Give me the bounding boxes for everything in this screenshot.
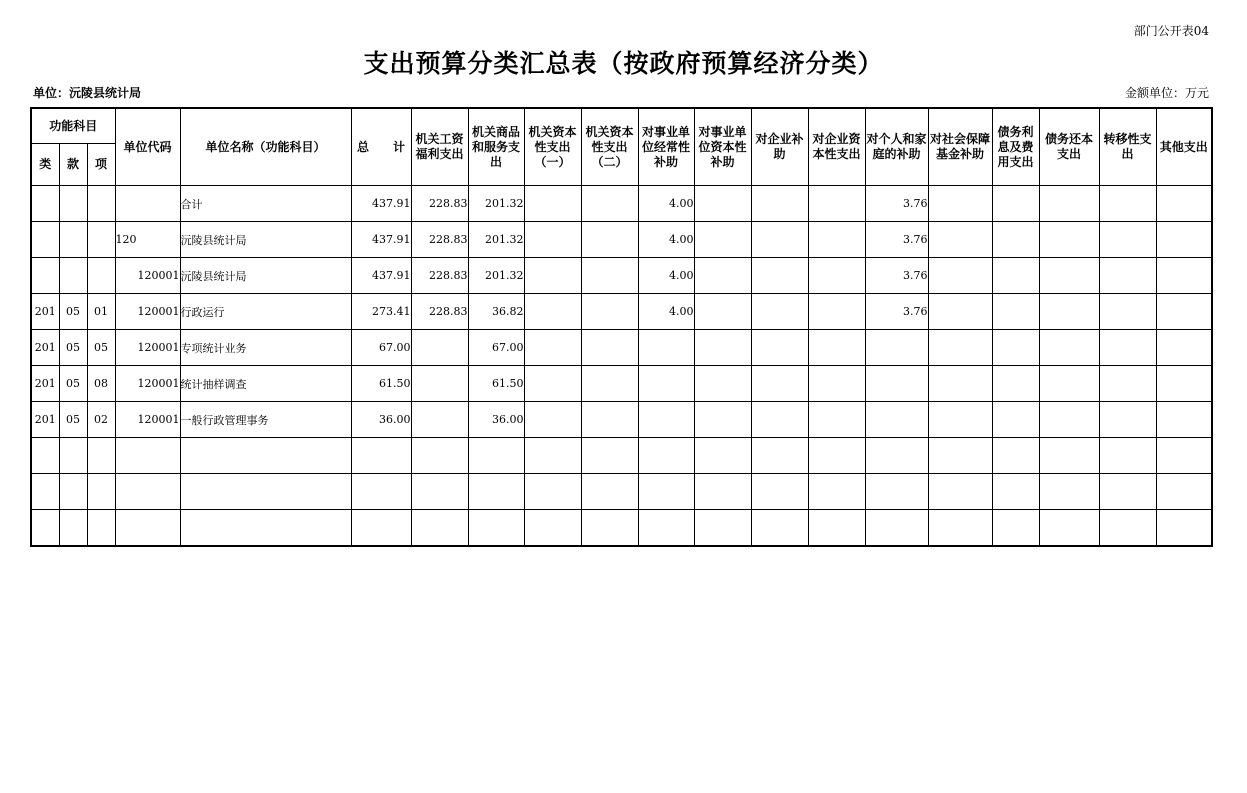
cell-xiang: 05 bbox=[87, 330, 115, 366]
cell-lei bbox=[31, 258, 59, 294]
cell-c8 bbox=[808, 222, 865, 258]
cell-c2: 201.32 bbox=[468, 186, 524, 222]
cell-c2 bbox=[468, 438, 524, 474]
cell-c4 bbox=[581, 330, 638, 366]
cell-c3 bbox=[524, 402, 581, 438]
cell-c12 bbox=[1039, 330, 1099, 366]
cell-c6 bbox=[694, 222, 751, 258]
cell-c14 bbox=[1156, 186, 1212, 222]
cell-c5 bbox=[638, 366, 694, 402]
cell-c13 bbox=[1099, 438, 1156, 474]
header-c9: 对个人和家庭的补助 bbox=[865, 108, 928, 186]
cell-total bbox=[351, 474, 411, 510]
cell-c1 bbox=[411, 366, 468, 402]
cell-c1: 228.83 bbox=[411, 186, 468, 222]
cell-c13 bbox=[1099, 294, 1156, 330]
cell-xiang: 01 bbox=[87, 294, 115, 330]
cell-c12 bbox=[1039, 222, 1099, 258]
header-kuan: 款 bbox=[59, 144, 87, 186]
cell-c11 bbox=[992, 474, 1039, 510]
cell-c9 bbox=[865, 330, 928, 366]
cell-c13 bbox=[1099, 222, 1156, 258]
cell-name bbox=[180, 510, 351, 547]
cell-c12 bbox=[1039, 438, 1099, 474]
cell-c1: 228.83 bbox=[411, 294, 468, 330]
cell-code bbox=[115, 438, 180, 474]
cell-c12 bbox=[1039, 186, 1099, 222]
cell-c8 bbox=[808, 366, 865, 402]
cell-total: 67.00 bbox=[351, 330, 411, 366]
cell-c3 bbox=[524, 222, 581, 258]
amount-unit: 万元 bbox=[1184, 86, 1209, 100]
cell-c5 bbox=[638, 510, 694, 547]
cell-c3 bbox=[524, 330, 581, 366]
cell-c12 bbox=[1039, 294, 1099, 330]
unit-name: 沅陵县统计局 bbox=[69, 86, 142, 100]
cell-c10 bbox=[928, 222, 992, 258]
cell-lei bbox=[31, 186, 59, 222]
cell-c5: 4.00 bbox=[638, 294, 694, 330]
cell-c3 bbox=[524, 258, 581, 294]
cell-c2: 36.82 bbox=[468, 294, 524, 330]
cell-c14 bbox=[1156, 330, 1212, 366]
cell-kuan bbox=[59, 258, 87, 294]
cell-lei bbox=[31, 474, 59, 510]
cell-c7 bbox=[751, 186, 808, 222]
cell-c11 bbox=[992, 258, 1039, 294]
cell-total bbox=[351, 438, 411, 474]
cell-c2 bbox=[468, 474, 524, 510]
cell-c2: 36.00 bbox=[468, 402, 524, 438]
cell-c6 bbox=[694, 330, 751, 366]
cell-c6 bbox=[694, 366, 751, 402]
cell-code: 120001 bbox=[115, 402, 180, 438]
cell-code bbox=[115, 186, 180, 222]
cell-c3 bbox=[524, 510, 581, 547]
cell-c4 bbox=[581, 294, 638, 330]
cell-c5 bbox=[638, 474, 694, 510]
cell-c10 bbox=[928, 294, 992, 330]
cell-c11 bbox=[992, 438, 1039, 474]
cell-code: 120001 bbox=[115, 366, 180, 402]
cell-c13 bbox=[1099, 330, 1156, 366]
header-c11: 债务利息及费用支出 bbox=[992, 108, 1039, 186]
header-c12: 债务还本支出 bbox=[1039, 108, 1099, 186]
cell-c9 bbox=[865, 510, 928, 547]
cell-c8 bbox=[808, 294, 865, 330]
cell-c5 bbox=[638, 438, 694, 474]
cell-c13 bbox=[1099, 474, 1156, 510]
cell-c4 bbox=[581, 366, 638, 402]
cell-c4 bbox=[581, 474, 638, 510]
cell-c9 bbox=[865, 366, 928, 402]
cell-c6 bbox=[694, 294, 751, 330]
cell-c5: 4.00 bbox=[638, 258, 694, 294]
cell-c6 bbox=[694, 186, 751, 222]
cell-c13 bbox=[1099, 366, 1156, 402]
cell-kuan: 05 bbox=[59, 402, 87, 438]
cell-c2: 201.32 bbox=[468, 222, 524, 258]
cell-c7 bbox=[751, 294, 808, 330]
header-c5: 对事业单位经常性补助 bbox=[638, 108, 694, 186]
cell-c4 bbox=[581, 438, 638, 474]
table-row-blank bbox=[31, 474, 1212, 510]
cell-name: 沅陵县统计局 bbox=[180, 258, 351, 294]
cell-c7 bbox=[751, 258, 808, 294]
cell-c2: 61.50 bbox=[468, 366, 524, 402]
cell-c1 bbox=[411, 402, 468, 438]
cell-code bbox=[115, 510, 180, 547]
cell-c5: 4.00 bbox=[638, 186, 694, 222]
cell-lei: 201 bbox=[31, 330, 59, 366]
cell-c3 bbox=[524, 474, 581, 510]
cell-c11 bbox=[992, 186, 1039, 222]
cell-c4 bbox=[581, 510, 638, 547]
cell-c11 bbox=[992, 222, 1039, 258]
header-unit-name: 单位名称（功能科目） bbox=[180, 108, 351, 186]
cell-xiang bbox=[87, 438, 115, 474]
cell-c3 bbox=[524, 186, 581, 222]
header-lei: 类 bbox=[31, 144, 59, 186]
amount-unit-label: 金额单位： bbox=[1124, 86, 1185, 100]
cell-c9 bbox=[865, 474, 928, 510]
cell-xiang bbox=[87, 186, 115, 222]
header-unit-code: 单位代码 bbox=[115, 108, 180, 186]
header-c6: 对事业单位资本性补助 bbox=[694, 108, 751, 186]
cell-name: 统计抽样调查 bbox=[180, 366, 351, 402]
table-row bbox=[31, 258, 1212, 294]
cell-c8 bbox=[808, 402, 865, 438]
cell-kuan: 05 bbox=[59, 366, 87, 402]
cell-c12 bbox=[1039, 474, 1099, 510]
cell-c13 bbox=[1099, 510, 1156, 547]
cell-c14 bbox=[1156, 366, 1212, 402]
cell-c11 bbox=[992, 510, 1039, 547]
cell-c12 bbox=[1039, 402, 1099, 438]
cell-c1 bbox=[411, 474, 468, 510]
cell-xiang bbox=[87, 474, 115, 510]
header-func-subject: 功能科目 bbox=[31, 108, 115, 144]
cell-total: 36.00 bbox=[351, 402, 411, 438]
cell-c6 bbox=[694, 438, 751, 474]
cell-c10 bbox=[928, 474, 992, 510]
cell-c6 bbox=[694, 510, 751, 547]
cell-code: 120001 bbox=[115, 330, 180, 366]
cell-c10 bbox=[928, 402, 992, 438]
cell-name bbox=[180, 438, 351, 474]
cell-lei bbox=[31, 510, 59, 547]
cell-c10 bbox=[928, 258, 992, 294]
cell-c4 bbox=[581, 186, 638, 222]
cell-code: 120001 bbox=[115, 258, 180, 294]
cell-c2 bbox=[468, 510, 524, 547]
cell-c8 bbox=[808, 330, 865, 366]
cell-c9 bbox=[865, 438, 928, 474]
cell-c11 bbox=[992, 402, 1039, 438]
header-c4: 机关资本性支出（二） bbox=[581, 108, 638, 186]
table-row-blank bbox=[31, 438, 1212, 474]
cell-c13 bbox=[1099, 186, 1156, 222]
cell-c11 bbox=[992, 294, 1039, 330]
cell-kuan bbox=[59, 474, 87, 510]
cell-c7 bbox=[751, 402, 808, 438]
cell-c6 bbox=[694, 402, 751, 438]
cell-lei bbox=[31, 222, 59, 258]
header-xiang: 项 bbox=[87, 144, 115, 186]
cell-xiang: 02 bbox=[87, 402, 115, 438]
cell-lei: 201 bbox=[31, 294, 59, 330]
cell-c1 bbox=[411, 438, 468, 474]
header-c8: 对企业资本性支出 bbox=[808, 108, 865, 186]
cell-c1 bbox=[411, 330, 468, 366]
cell-c10 bbox=[928, 438, 992, 474]
cell-c9: 3.76 bbox=[865, 258, 928, 294]
cell-lei: 201 bbox=[31, 402, 59, 438]
unit-line bbox=[33, 84, 141, 101]
page-title: 支出预算分类汇总表（按政府预算经济分类） bbox=[363, 49, 884, 78]
cell-c10 bbox=[928, 186, 992, 222]
header-c10: 对社会保障基金补助 bbox=[928, 108, 992, 186]
cell-c4 bbox=[581, 402, 638, 438]
cell-c14 bbox=[1156, 258, 1212, 294]
cell-c7 bbox=[751, 330, 808, 366]
table-body bbox=[31, 186, 1212, 547]
cell-total bbox=[351, 510, 411, 547]
cell-c10 bbox=[928, 510, 992, 547]
cell-c11 bbox=[992, 366, 1039, 402]
header-c7: 对企业补助 bbox=[751, 108, 808, 186]
cell-xiang: 08 bbox=[87, 366, 115, 402]
cell-c14 bbox=[1156, 294, 1212, 330]
header-c1: 机关工资福利支出 bbox=[411, 108, 468, 186]
cell-c8 bbox=[808, 186, 865, 222]
cell-name: 沅陵县统计局 bbox=[180, 222, 351, 258]
cell-lei bbox=[31, 438, 59, 474]
cell-xiang bbox=[87, 258, 115, 294]
cell-xiang bbox=[87, 222, 115, 258]
cell-c9: 3.76 bbox=[865, 294, 928, 330]
cell-kuan bbox=[59, 510, 87, 547]
cell-code bbox=[115, 474, 180, 510]
table-row bbox=[31, 186, 1212, 222]
cell-total: 61.50 bbox=[351, 366, 411, 402]
cell-c8 bbox=[808, 474, 865, 510]
cell-total: 437.91 bbox=[351, 186, 411, 222]
amount-unit-line bbox=[1125, 84, 1209, 101]
table-row bbox=[31, 366, 1212, 402]
cell-c14 bbox=[1156, 222, 1212, 258]
cell-c11 bbox=[992, 330, 1039, 366]
cell-c12 bbox=[1039, 258, 1099, 294]
cell-c5 bbox=[638, 330, 694, 366]
cell-kuan: 05 bbox=[59, 294, 87, 330]
cell-c8 bbox=[808, 510, 865, 547]
cell-c13 bbox=[1099, 258, 1156, 294]
cell-c10 bbox=[928, 366, 992, 402]
budget-table bbox=[30, 107, 1213, 547]
cell-name bbox=[180, 474, 351, 510]
cell-total: 437.91 bbox=[351, 222, 411, 258]
cell-c9 bbox=[865, 402, 928, 438]
cell-c7 bbox=[751, 438, 808, 474]
cell-c2: 201.32 bbox=[468, 258, 524, 294]
table-row bbox=[31, 330, 1212, 366]
cell-c6 bbox=[694, 474, 751, 510]
cell-c13 bbox=[1099, 402, 1156, 438]
cell-total: 437.91 bbox=[351, 258, 411, 294]
cell-code: 120 bbox=[115, 222, 180, 258]
cell-total: 273.41 bbox=[351, 294, 411, 330]
cell-kuan bbox=[59, 222, 87, 258]
header-c3: 机关资本性支出（一） bbox=[524, 108, 581, 186]
header-total: 总 计 bbox=[351, 108, 411, 186]
cell-c7 bbox=[751, 474, 808, 510]
cell-name: 一般行政管理事务 bbox=[180, 402, 351, 438]
header-c13: 转移性支出 bbox=[1099, 108, 1156, 186]
cell-c1: 228.83 bbox=[411, 222, 468, 258]
cell-c3 bbox=[524, 366, 581, 402]
cell-c4 bbox=[581, 258, 638, 294]
header-c2: 机关商品和服务支出 bbox=[468, 108, 524, 186]
cell-name: 合计 bbox=[180, 186, 351, 222]
cell-c6 bbox=[694, 258, 751, 294]
cell-c14 bbox=[1156, 474, 1212, 510]
cell-c5 bbox=[638, 402, 694, 438]
unit-label: 单位： bbox=[33, 86, 70, 100]
table-row-blank bbox=[31, 510, 1212, 547]
cell-kuan: 05 bbox=[59, 330, 87, 366]
cell-c3 bbox=[524, 438, 581, 474]
cell-c14 bbox=[1156, 402, 1212, 438]
cell-c5: 4.00 bbox=[638, 222, 694, 258]
cell-c9: 3.76 bbox=[865, 186, 928, 222]
cell-c14 bbox=[1156, 438, 1212, 474]
cell-c12 bbox=[1039, 366, 1099, 402]
cell-c7 bbox=[751, 222, 808, 258]
cell-lei: 201 bbox=[31, 366, 59, 402]
cell-kuan bbox=[59, 186, 87, 222]
cell-c7 bbox=[751, 366, 808, 402]
table-row bbox=[31, 222, 1212, 258]
cell-kuan bbox=[59, 438, 87, 474]
form-number: 部门公开表04 bbox=[1133, 24, 1209, 38]
cell-c12 bbox=[1039, 510, 1099, 547]
cell-c8 bbox=[808, 438, 865, 474]
cell-name: 专项统计业务 bbox=[180, 330, 351, 366]
table-row bbox=[31, 402, 1212, 438]
cell-c9: 3.76 bbox=[865, 222, 928, 258]
cell-xiang bbox=[87, 510, 115, 547]
cell-c14 bbox=[1156, 510, 1212, 547]
cell-name: 行政运行 bbox=[180, 294, 351, 330]
cell-c4 bbox=[581, 222, 638, 258]
cell-c1: 228.83 bbox=[411, 258, 468, 294]
cell-c2: 67.00 bbox=[468, 330, 524, 366]
cell-c3 bbox=[524, 294, 581, 330]
cell-c8 bbox=[808, 258, 865, 294]
header-c14: 其他支出 bbox=[1156, 108, 1212, 186]
cell-c10 bbox=[928, 330, 992, 366]
cell-code: 120001 bbox=[115, 294, 180, 330]
cell-c1 bbox=[411, 510, 468, 547]
table-row bbox=[31, 294, 1212, 330]
cell-c7 bbox=[751, 510, 808, 547]
